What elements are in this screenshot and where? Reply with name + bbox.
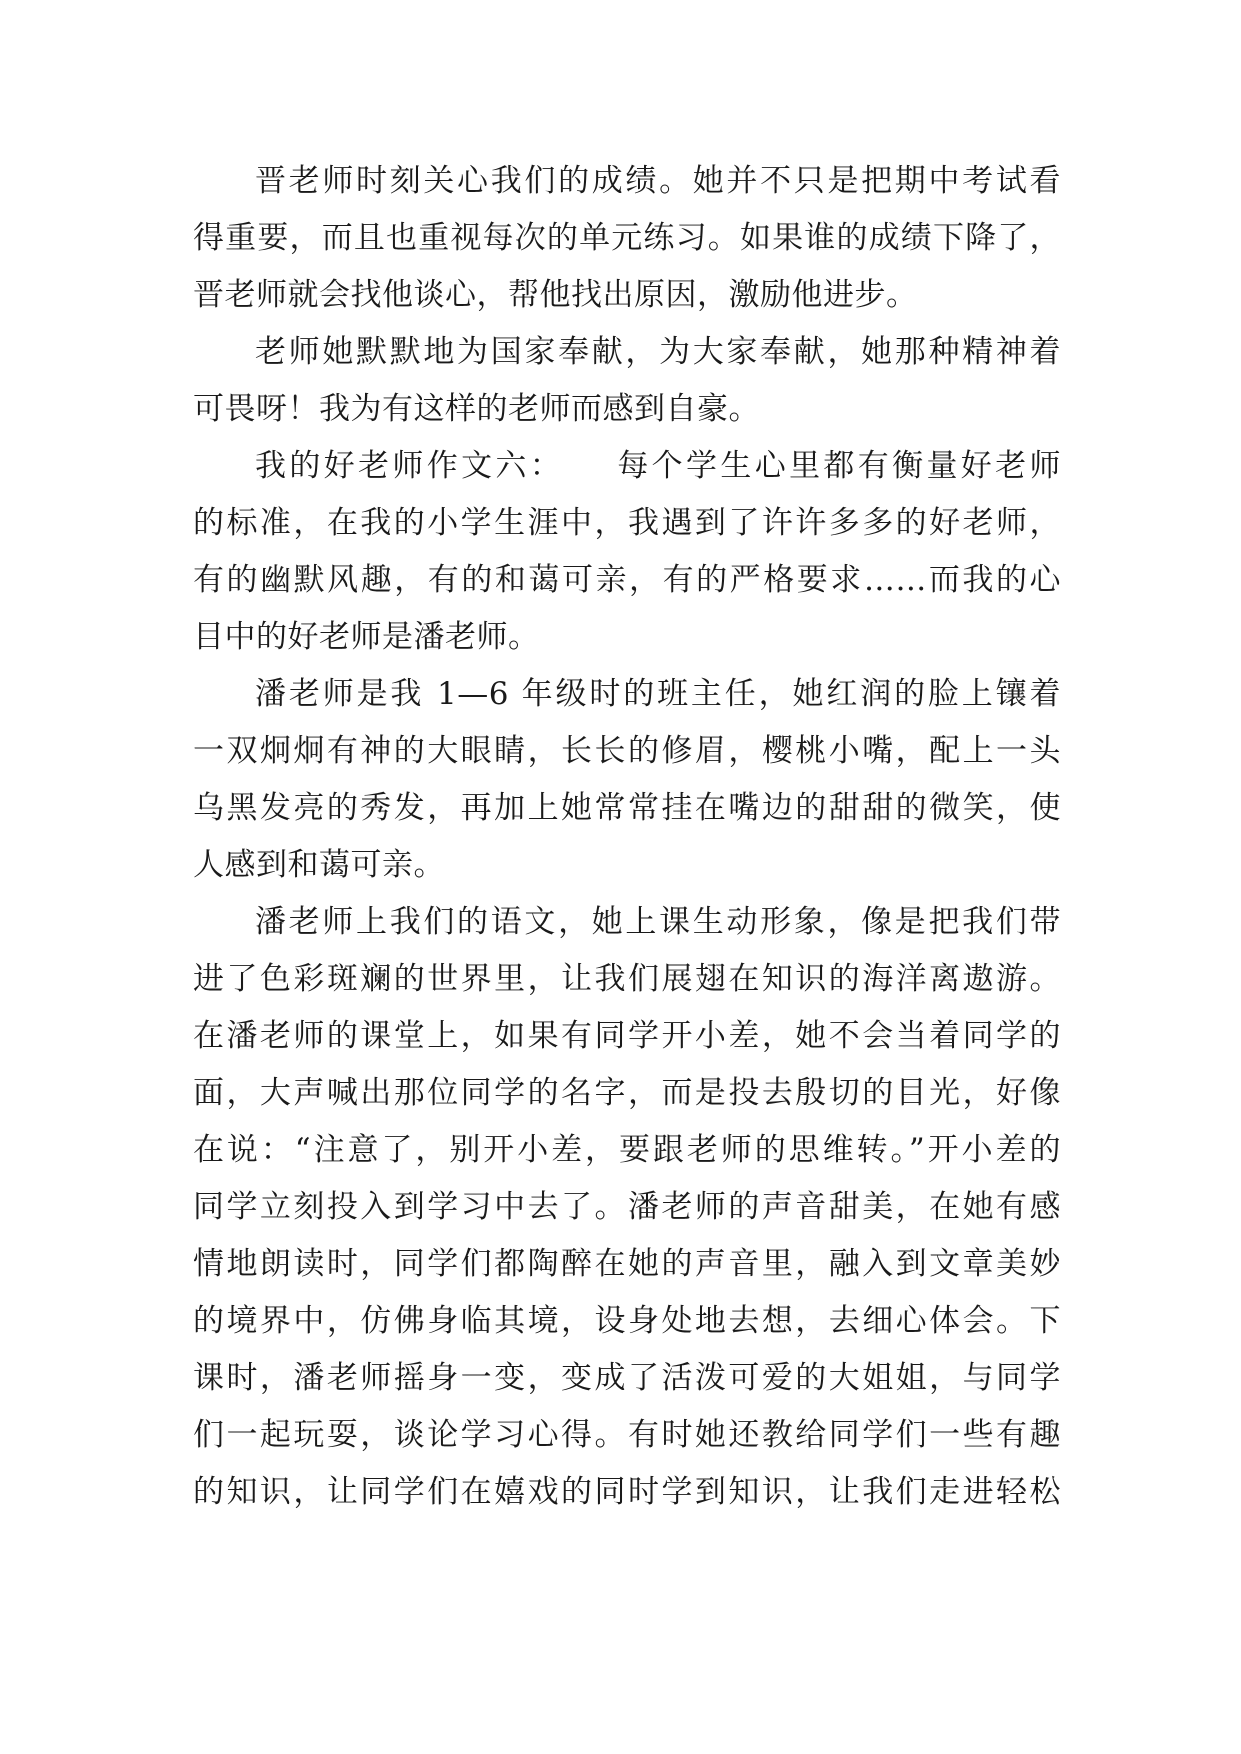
paragraph-line: 得重要，而且也重视每次的单元练习。如果谁的成绩下降了， [193, 220, 1061, 256]
paragraph-line: 有的幽默风趣，有的和蔼可亲，有的严格要求……而我的心 [193, 562, 1061, 598]
paragraph-line: 目中的好老师是潘老师。 [193, 619, 540, 655]
paragraph-line: 晋老师时刻关心我们的成绩。她并不只是把期中考试看 [255, 163, 1061, 199]
paragraph-line: 老师她默默地为国家奉献，为大家奉献，她那种精神着 [255, 334, 1061, 370]
paragraph-line: 的知识，让同学们在嬉戏的同时学到知识，让我们走进轻松 [193, 1474, 1061, 1510]
paragraph-line: 们一起玩耍，谈论学习心得。有时她还教给同学们一些有趣 [193, 1417, 1061, 1453]
paragraph-line: 我的好老师作文六： 每个学生心里都有衡量好老师 [255, 448, 1061, 484]
paragraph-line: 面，大声喊出那位同学的名字，而是投去殷切的目光，好像 [193, 1075, 1061, 1111]
paragraph-line: 的标准，在我的小学生涯中，我遇到了许许多多的好老师， [193, 505, 1061, 541]
paragraph-line: 情地朗读时，同学们都陶醉在她的声音里，融入到文章美妙 [193, 1246, 1061, 1282]
paragraph-line: 在潘老师的课堂上，如果有同学开小差，她不会当着同学的 [193, 1018, 1061, 1054]
paragraph-line: 潘老师是我 1—6 年级时的班主任，她红润的脸上镶着 [255, 676, 1061, 712]
paragraph-line: 可畏呀！我为有这样的老师而感到自豪。 [193, 391, 760, 427]
document-body [193, 153, 1061, 1521]
paragraph-line: 人感到和蔼可亲。 [193, 847, 445, 883]
paragraph-line: 课时，潘老师摇身一变，变成了活泼可爱的大姐姐，与同学 [193, 1360, 1061, 1396]
paragraph-line: 在说：“注意了，别开小差，要跟老师的思维转。”开小差的 [193, 1132, 1061, 1168]
paragraph-line: 潘老师上我们的语文，她上课生动形象，像是把我们带 [255, 904, 1061, 940]
paragraph-line: 乌黑发亮的秀发，再加上她常常挂在嘴边的甜甜的微笑，使 [193, 790, 1061, 826]
paragraph-line: 进了色彩斑斓的世界里，让我们展翅在知识的海洋离遨游。 [193, 961, 1061, 997]
paragraph-line: 一双炯炯有神的大眼睛，长长的修眉，樱桃小嘴，配上一头 [193, 733, 1061, 769]
paragraph-line: 晋老师就会找他谈心，帮他找出原因，激励他进步。 [193, 277, 918, 313]
paragraph-line: 同学立刻投入到学习中去了。潘老师的声音甜美，在她有感 [193, 1189, 1061, 1225]
paragraph-line: 的境界中，仿佛身临其境，设身处地去想，去细心体会。下 [193, 1303, 1061, 1339]
